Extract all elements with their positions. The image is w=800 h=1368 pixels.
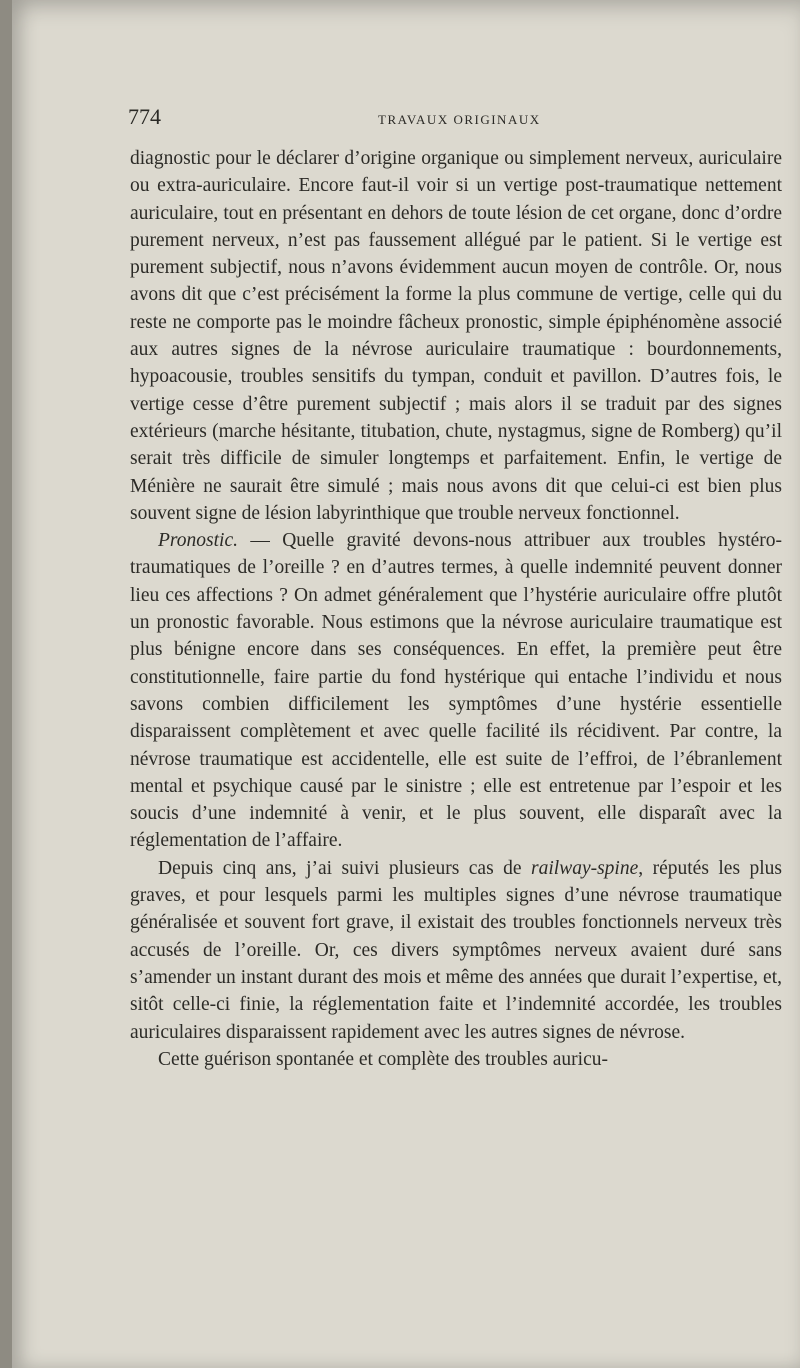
page-number: 774 [128,104,161,129]
body-text [130,145,782,1073]
book-page [12,0,800,1368]
paragraph-4: Cette guérison spontanée et complète des troubles auricu- [158,1048,608,1070]
running-title: TRAVAUX ORIGINAUX [378,112,541,127]
paragraph-3 [130,855,782,1046]
paragraph-3-before: Depuis cinq ans, j’ai suivi plusieurs cas de [158,857,532,879]
paragraph-3-after: , réputés les plus graves, et pour lesquels parmi les multiples signes d’une névrose traumatique généralisée et souvent fort grave, il existait des troubles fonctionnels nerveux très accusés de l’oreille. Or, ces divers symptômes nerveux avaient duré sans s’amender un instant durant des mois et même des années que durait l’expertise, et, sitôt celle-ci finie, la réglementation faite et l’indemnité accordée, les troubles auriculaires disparaissent rapidement avec les autres signes de névrose. [130,857,783,1043]
paragraph-2-text: Quelle gravité devons-nous attribuer aux troubles hystéro-traumatiques de l’oreille ? en d’autres termes, à quelle indemnité peuvent donner lieu ces affections ? On admet généralement que l’hystérie auriculaire offre plutôt un pronostic favorable. Nous estimons que la névrose auriculaire traumatique est plus bénigne encore dans ses conséquences. En effet, la première peut être constitutionnelle, faire partie du fond hystérique qui entache l’individu et nous savons combien difficilement les symptômes d’une hystérie essentielle disparaissent complètement et avec quelle facilité ils récidivent. Par contre, la névrose traumatique est accidentelle, elle est suite de l’effroi, de l’ébranlement mental et psychique causé par le sinistre ; elle est entretenue par l’espoir et les soucis d’une indemnité à venir, et le plus souvent, elle disparaît avec la réglementation de l’affaire. [130,530,783,852]
section-label-pronostic: Pronostic. [158,530,238,552]
section-dash: — [237,530,283,552]
paragraph-pronostic [130,527,782,855]
term-railway-spine: railway-spine [531,857,639,879]
paragraph-1: diagnostic pour le déclarer d’origine organique ou simplement nerveux, auriculaire ou extra-auriculaire. Encore faut-il voir si un vertige post-traumatique nettement auriculaire, tout en présentant en dehors de toute lésion de cet organe, donc d’ordre purement nerveux, n’est pas faussement allégué par le patient. Si le vertige est purement subjectif, nous n’avons évidemment aucun moyen de contrôle. Or, nous avons dit que c’est précisément la forme la plus commune de vertige, celle qui du reste ne comporte pas le moindre fâcheux pronostic, simple épiphénomène associé aux autres signes de la névrose auriculaire traumatique : bourdonnements, hypoacousie, troubles sensitifs du tympan, conduit et pavillon. D’autres fois, le vertige cesse d’être purement subjectif ; mais alors il se traduit par des signes extérieurs (marche hésitante, titubation, chute, nystagmus, signe de Romberg) qu’il serait très difficile de simuler longtemps et parfaitement. Enfin, le vertige de Ménière ne saurait être simulé ; mais nous avons dit que celui-ci est bien plus souvent signe de lésion labyrinthique que trouble nerveux fonctionnel. [130,148,782,524]
page-header [128,104,783,134]
